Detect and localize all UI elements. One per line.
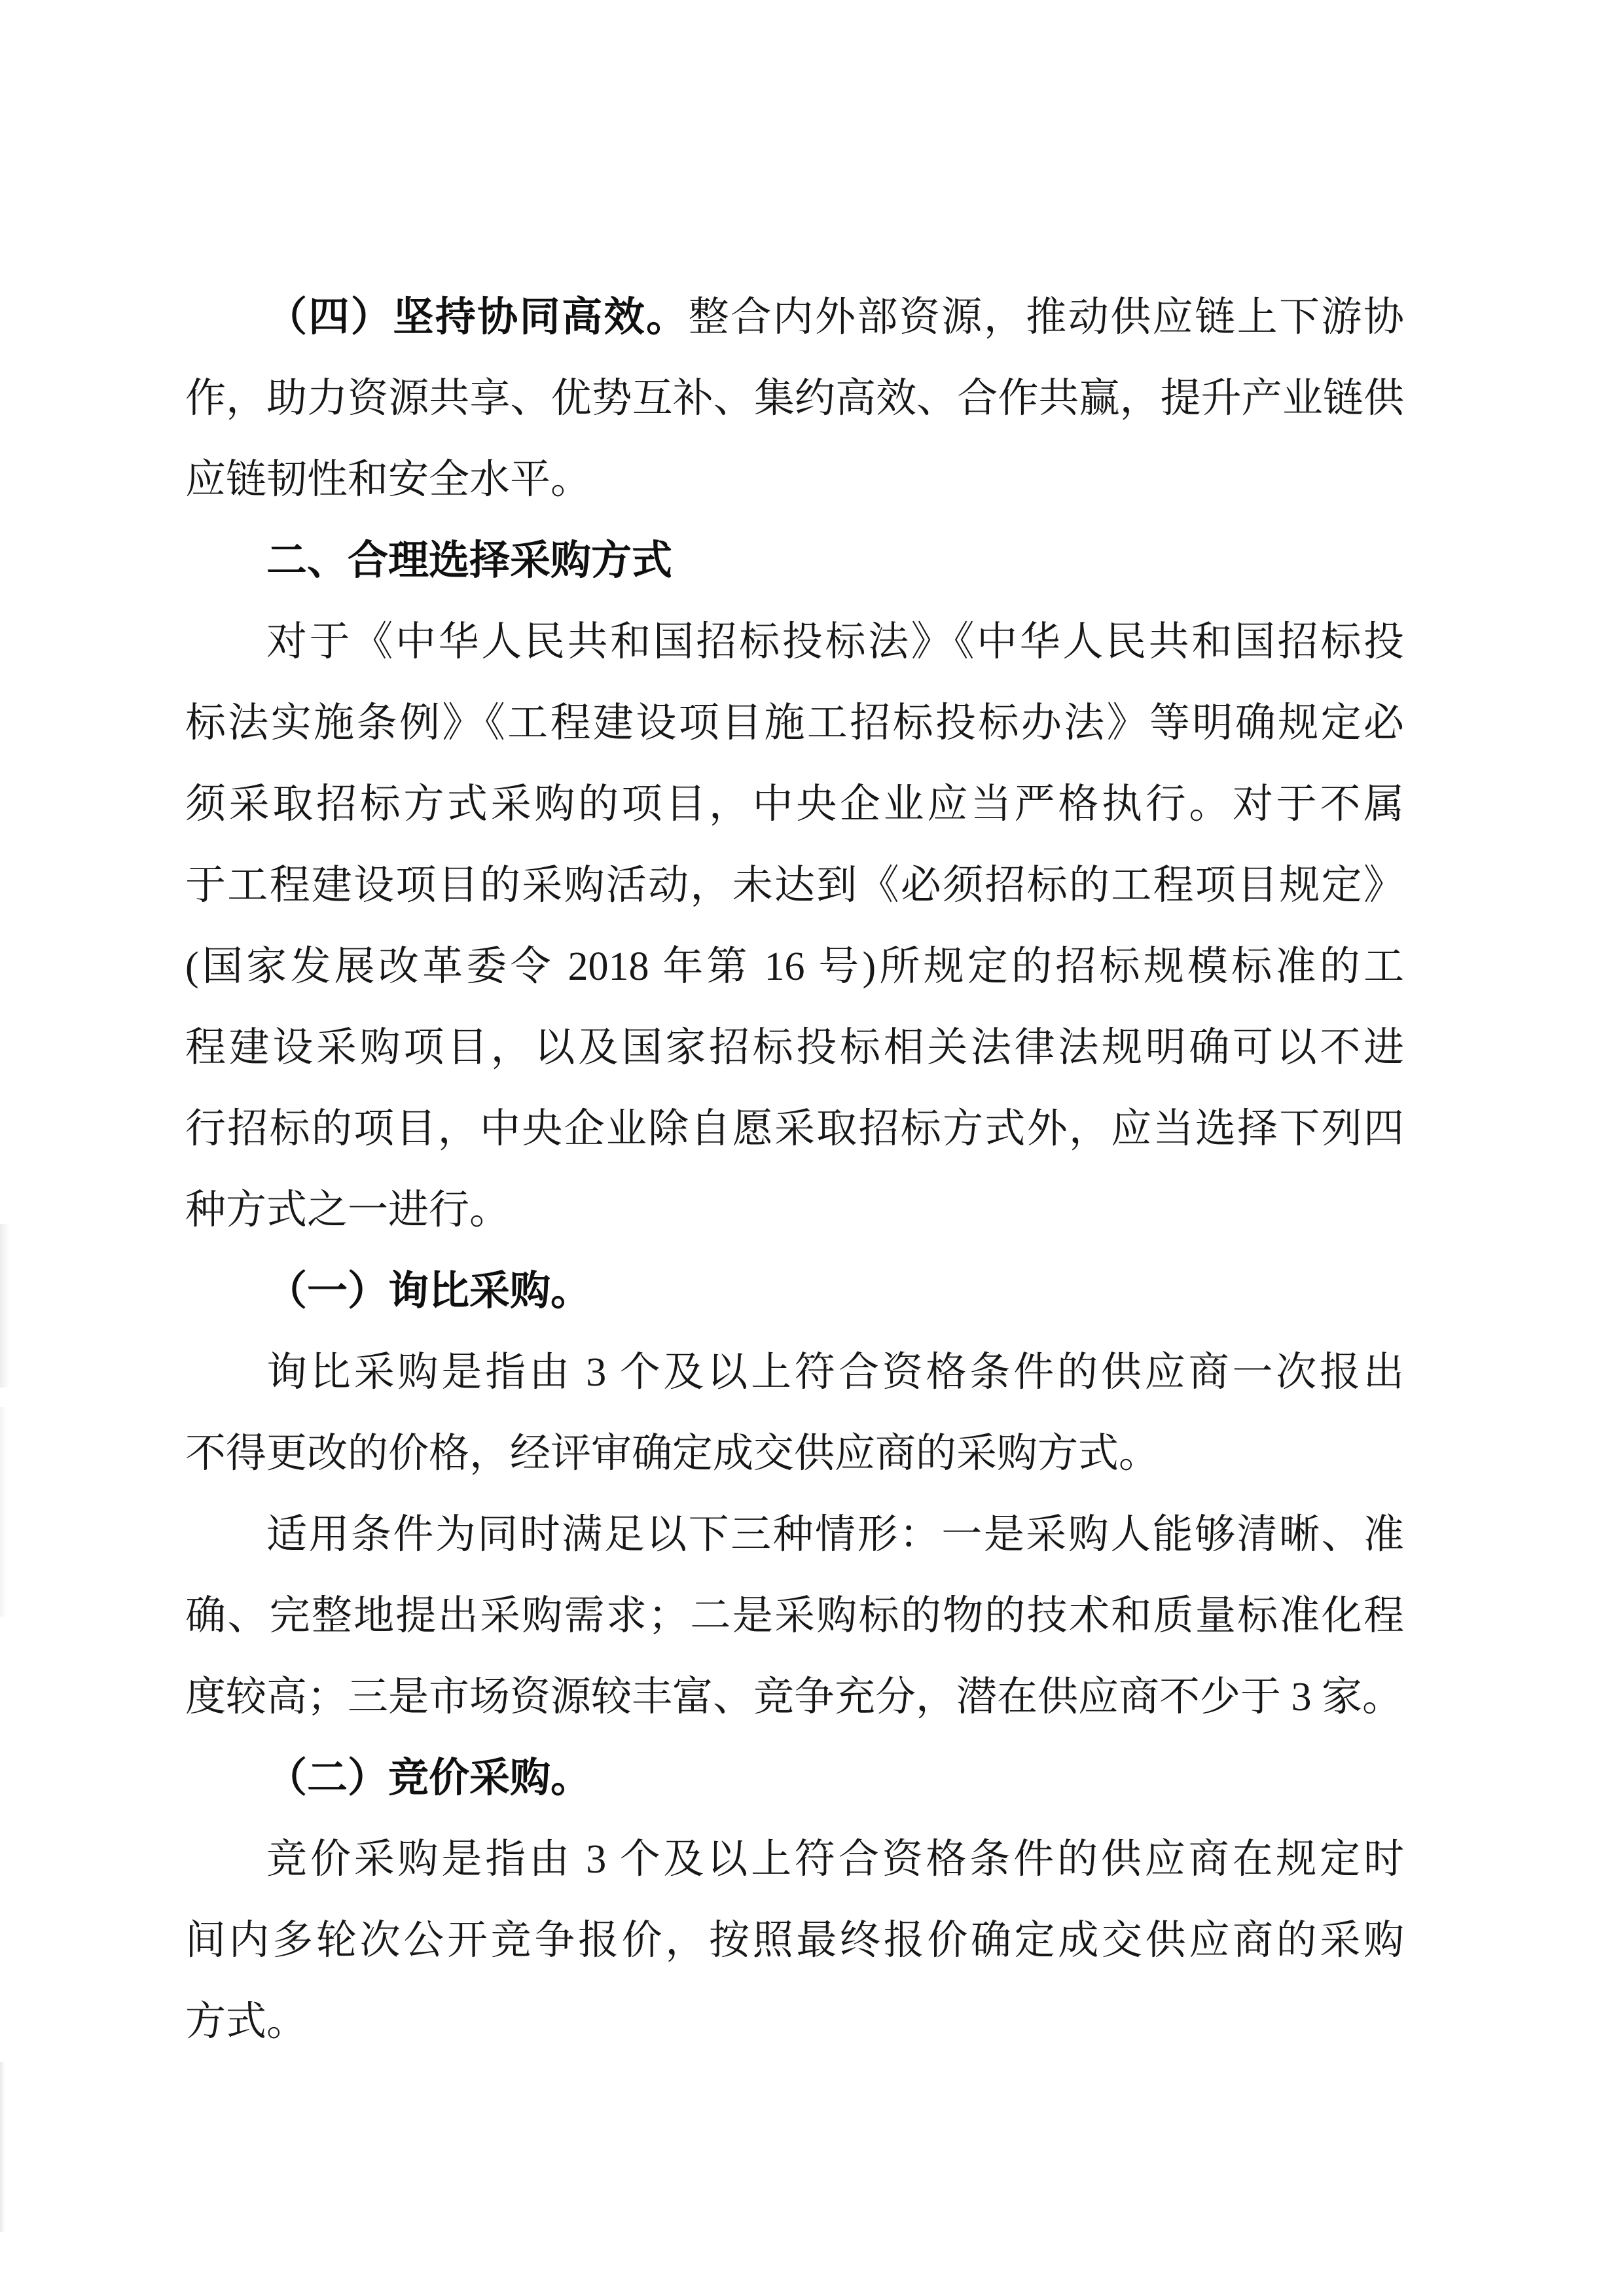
body-text: 确、完整地提出采购需求；二是采购标的物的技术和质量标准化程 <box>185 1594 1404 1638</box>
sub-heading <box>185 1738 1404 1819</box>
body-text: 须采取招标方式采购的项目，中央企业应当严格执行。对于不属 <box>185 782 1404 827</box>
text-line <box>185 439 1404 520</box>
body-text: 程建设采购项目，以及国家招标投标相关法律法规明确可以不进 <box>185 1026 1404 1070</box>
bold-lead-text: （四）坚持协同高效。 <box>266 295 689 340</box>
body-text: 作，助力资源共享、优势互补、集约高效、合作共赢，提升产业链供 <box>185 376 1404 421</box>
body-text: 询比采购是指由 3 个及以上符合资格条件的供应商一次报出 <box>266 1350 1404 1395</box>
body-text: 对于《中华人民共和国招标投标法》《中华人民共和国招标投 <box>266 620 1404 664</box>
text-line <box>185 1170 1404 1251</box>
body-text: 于工程建设项目的采购活动，未达到《必须招标的工程项目规定》 <box>185 863 1404 908</box>
sub-heading <box>185 1251 1404 1332</box>
body-text: 方式。 <box>185 2000 308 2044</box>
text-line <box>185 1819 1404 1900</box>
body-text: 标法实施条例》《工程建设项目施工招标投标办法》等明确规定必 <box>185 701 1404 745</box>
text-line <box>185 1494 1404 1575</box>
body-text: 竞价采购是指由 3 个及以上符合资格条件的供应商在规定时 <box>266 1837 1404 1882</box>
section-heading <box>185 520 1404 601</box>
heading-text: 二、合理选择采购方式 <box>266 539 673 583</box>
body-text: 间内多轮次公开竞争报价，按照最终报价确定成交供应商的采购 <box>185 1918 1404 1963</box>
text-line <box>185 1657 1404 1738</box>
text-line <box>185 601 1404 683</box>
text-line <box>185 1575 1404 1657</box>
text-line <box>185 845 1404 926</box>
body-text: 种方式之一进行。 <box>185 1188 511 1232</box>
text-line <box>185 764 1404 845</box>
heading-text: （二）竞价采购。 <box>266 1756 592 1801</box>
body-text: 不得更改的价格，经评审确定成交供应商的采购方式。 <box>185 1431 1160 1476</box>
text-line <box>185 1332 1404 1413</box>
body-text: 整合内外部资源，推动供应链上下游协 <box>688 295 1404 340</box>
text-line <box>185 683 1404 764</box>
text-line <box>185 1007 1404 1088</box>
scan-edge-artifact <box>0 1224 9 1388</box>
body-text: 行招标的项目，中央企业除自愿采取招标方式外，应当选择下列四 <box>185 1107 1404 1151</box>
text-line <box>185 1900 1404 1981</box>
text-line <box>185 1981 1404 2062</box>
text-line <box>185 358 1404 439</box>
text-line <box>185 1413 1404 1494</box>
text-line <box>185 277 1404 358</box>
scan-edge-artifact <box>0 2062 5 2232</box>
scan-edge-artifact <box>0 1407 7 1617</box>
text-line <box>185 1088 1404 1170</box>
body-text: 度较高；三是市场资源较丰富、竞争充分，潜在供应商不少于 3 家。 <box>185 1675 1403 1719</box>
body-text: 适用条件为同时满足以下三种情形：一是采购人能够清晰、准 <box>266 1513 1404 1557</box>
body-text: 应链韧性和安全水平。 <box>185 457 592 502</box>
text-line <box>185 926 1404 1007</box>
body-text: (国家发展改革委令 2018 年第 16 号)所规定的招标规模标准的工 <box>185 944 1404 989</box>
heading-text: （一）询比采购。 <box>266 1269 592 1314</box>
document-body <box>185 277 1404 2062</box>
